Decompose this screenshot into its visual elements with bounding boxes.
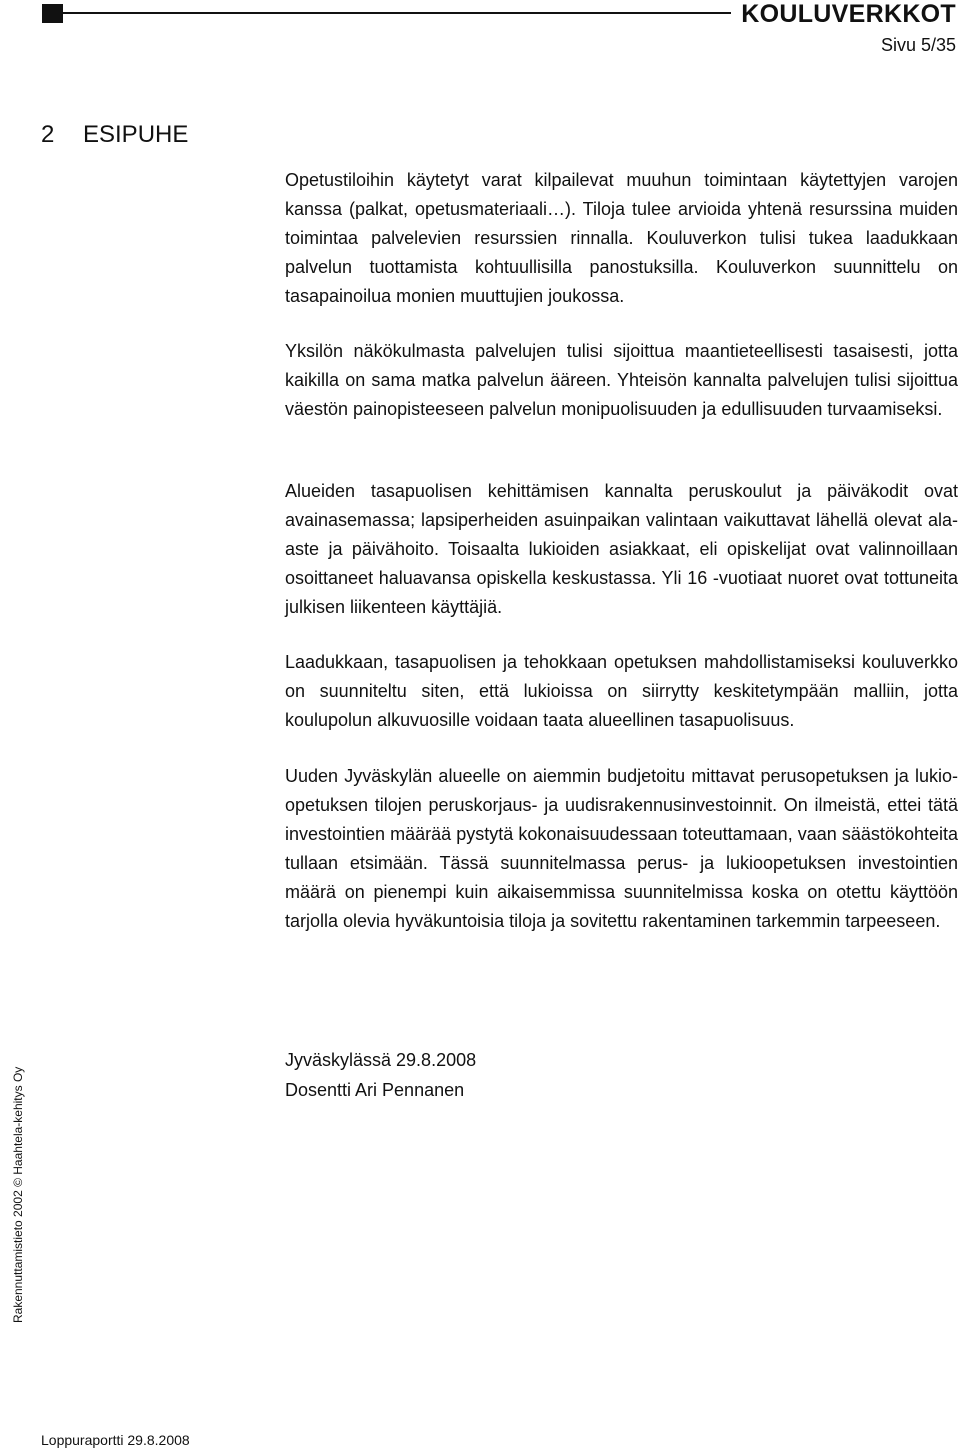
paragraph: Opetustiloihin käytetyt varat kilpailevat muuhun toimintaan käytettyjen varojen kanssa (palkat, opetusmateriaali…). Tiloja tulee arvioida yhtenä resurssina muiden toimintaa palvelevien resurssien rinnalla. Kouluverkon tulisi tukea laadukkaan palvelun tuottamista kohtuullisilla panostuksilla. Kouluverkon suunnittelu on tasapainoilua monien muuttujien joukossa. xyxy=(285,170,958,306)
paragraph: Yksilön näkökulmasta palvelujen tulisi sijoittua maantieteellisesti tasaisesti, jotta kaikilla on sama matka palvelun ääreen. Yhteisön kannalta palvelujen tulisi sijoittua väestön painopisteeseen palvelun monipuolisuuden ja edullisuuden turvaamiseksi. xyxy=(285,341,958,419)
paragraph: Laadukkaan, tasapuolisen ja tehokkaan opetuksen mahdollistamiseksi kouluverkko on suunniteltu siten, että lukioissa on siirrytty keskitetympään malliin, jotta koulupolun alkuvuosille voidaan taata alueellinen tasapuolisuus. xyxy=(285,652,958,730)
paragraph: Alueiden tasapuolisen kehittämisen kannalta peruskoulut ja päiväkodit ovat avainasemassa; lapsiperheiden asuinpaikan valintaan vaikuttavat lähellä olevat ala- aste ja päivähoito. Toisaalta lukioiden asiakkaat, eli opiskelijat ovat valinnoillaan osoittaneet haluavansa opiskella keskustassa. Yli 16 -vuotiaat nuoret ovat tottuneita julkisen liikenteen käyttäjiä. xyxy=(285,481,958,617)
document-title: KOULUVERKKOT xyxy=(741,0,956,28)
signature-place-date: Jyväskylässä 29.8.2008 xyxy=(285,1050,477,1070)
side-copyright-text: Rakennuttamistieto 2002 © Haahtela-kehitys Oy xyxy=(11,1066,25,1323)
section-heading xyxy=(41,121,188,149)
section-number: 2 xyxy=(41,121,55,148)
footer-text: Loppuraportti 29.8.2008 xyxy=(41,1432,190,1448)
header-block-marker xyxy=(42,4,63,23)
section-title: ESIPUHE xyxy=(83,121,189,148)
page-indicator: Sivu 5/35 xyxy=(880,35,956,55)
header-rule xyxy=(63,12,731,14)
signature-name: Dosentti Ari Pennanen xyxy=(285,1080,465,1100)
paragraph: Uuden Jyväskylän alueelle on aiemmin budjetoitu mittavat perusopetuksen ja lukio-opetuksen tilojen peruskorjaus- ja uudisrakennusinvestoinnit. On ilmeistä, ettei tätä investointien määrää pystytä kokonaisuudessaan toteuttamaan, vaan säästökohteita tullaan etsimään. Tässä suunnitelmassa perus- ja lukioopetuksen investointien määrä on pienempi kuin aikaisemmissa suunnitelmissa koska on otettu käyttöön tarjolla olevia hyväkuntoisia tiloja ja sovitettu rakentaminen tarkemmin tarpeeseen. xyxy=(285,766,958,931)
